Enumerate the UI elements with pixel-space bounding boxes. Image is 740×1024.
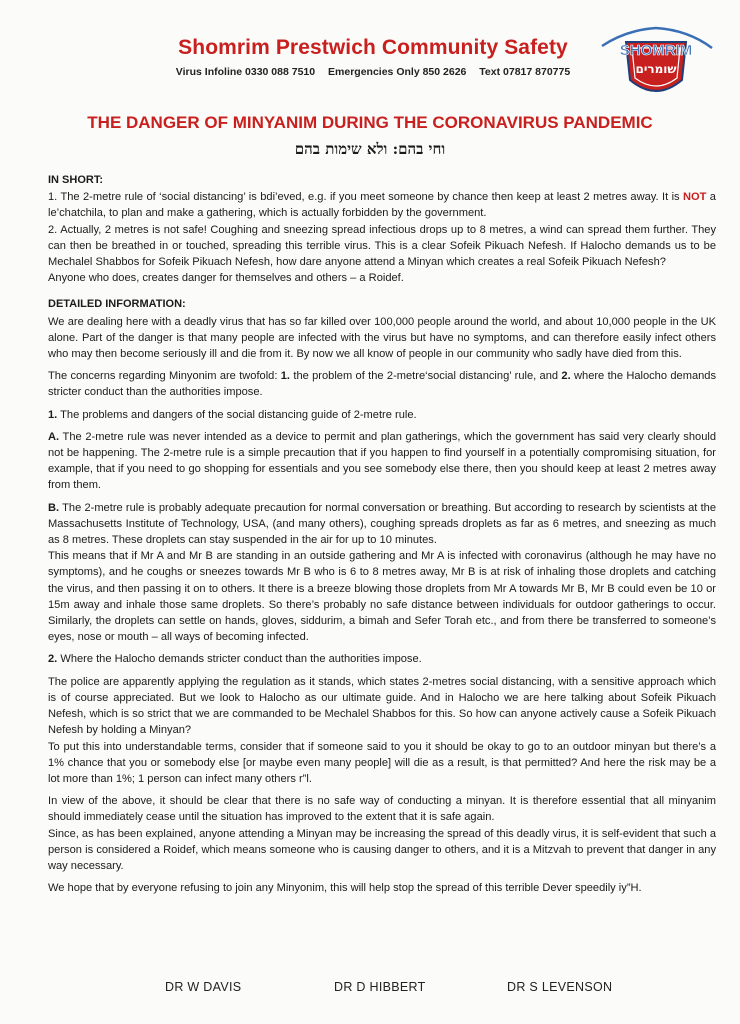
text-number: Text 07817 870775 xyxy=(479,66,571,78)
in-short-point-1-b: a le’chatchila, to plan and make a gathering, which is actually forbidden by the government. xyxy=(48,191,716,220)
p2-num-1: 1. xyxy=(280,370,291,383)
section-1-title xyxy=(48,407,716,423)
detailed-heading: DETAILED INFORMATION: xyxy=(48,298,186,311)
p2-a: The concerns regarding Minyonim are twofold: xyxy=(48,370,281,383)
not-emphasis: NOT xyxy=(682,191,707,204)
in-short-point-2: 2. Actually, 2 metres is not safe! Coughing and sneezing spread infectious drops up to 8 metres, a wind can spread them further. They can then be breathed in or touched, spreading this terrible virus. This is a clear Sofeik Pikuach Nefesh. If Halocho demands us to be Mechalel Shabbos for Sofeik Pikuach Nefesh, how dare anyone attend a Minyan which creates a real Sofeik Pikuach Nefesh? xyxy=(48,223,716,269)
detailed-paragraph-2 xyxy=(48,368,716,400)
document-title: THE DANGER OF MINYANIM DURING THE CORONAVIRUS PANDEMIC xyxy=(87,113,653,132)
p2-b: the problem of the 2-metre‘social distancing’ rule, and xyxy=(290,370,562,383)
detailed-paragraph-6: Since, as has been explained, anyone attending a Minyan may be increasing the spread of this deadly virus, it is self-evident that such a person is considered a Roidef, which means someone who is causing danger to others, and it is a Mitzvah to prevent that danger in any way necessary. xyxy=(48,827,716,872)
in-short-point-1-a: 1. The 2-metre rule of ‘social distancing’ is bdi’eved, e.g. if you meet someone by chance then keep at least 2 metres away. It is xyxy=(48,191,683,204)
section-2-number: 2. xyxy=(48,653,58,666)
point-a xyxy=(48,429,716,494)
shomrim-shield-logo xyxy=(596,22,716,104)
point-b-continued: This means that if Mr A and Mr B are standing in an outside gathering and Mr A is infected with coronavirus (although he may have no symptoms), and he coughs or sneezes towards Mr B who is 6 to 8 metres away, Mr B is at risk of inhaling those droplets and catching the virus, and then passing it on to others. It there is a breeze blowing those droplets from Mr A towards Mr B, Mr B could even be 10 or 15m away and inhale those same droplets. So there’s probably no safe distance between individuals for outdoor gatherings to occur. Similarly, the droplets can settle on hands, gloves, siddurim, a bimah and Sefer Torah etc., and from there be transferred to someone’s eyes, nose or mouth – all ways of becoming infected. xyxy=(48,550,716,644)
logo-text-hebrew: שומרים xyxy=(635,62,677,76)
signatory-1: DR W DAVIS xyxy=(165,980,242,994)
section-2-title xyxy=(48,651,716,667)
point-a-label: A. xyxy=(48,430,60,443)
in-short-heading: IN SHORT: xyxy=(48,174,103,186)
point-b-label: B. xyxy=(48,501,60,514)
organization-title: Shomrim Prestwich Community Safety xyxy=(178,36,568,59)
section-2-text: Where the Halocho demands stricter conduct than the authorities impose. xyxy=(57,653,422,666)
point-b-text: The 2-metre rule is probably adequate precaution for normal conversation or breathing. But according to research by scientists at the Massachusetts Institute of Technology, USA, (and many others), coughing spreads droplets as far as 6 metres, and sneezing as much as 8 metres. These droplets can stay suspended in the air for up to 10 minutes. xyxy=(48,501,716,547)
detailed-paragraph-4: To put this into understandable terms, consider that if someone said to you it should be okay to go to an outdoor minyan but there’s a 1% chance that you or somebody else [or maybe even many people] will die as a result, is that permitted? And here the risk may be a lot more than 1%; 1 person can infect many others r”l. xyxy=(48,740,716,785)
point-a-text: The 2-metre rule was never intended as a device to permit and plan gatherings, which the government has said very clearly should not be happening. The 2-metre rule is a simple precaution that if you happen to find yourself in a potentially compromising situation, for example, that if you need to go shopping for essentials and you see somebody else there, then you should keep at least 2 metres away from them. xyxy=(48,430,716,492)
logo-text-latin: SHOMRIM xyxy=(619,42,693,59)
detailed-paragraph-3: The police are apparently applying the regulation as it stands, which states 2-metres social distancing, with a sensitive approach which is of course appreciated. But we look to Halocho as our ultimate guide. And in Halocho we are here talking about Sofeik Pikuach Nefesh, which is so strict that we are commanded to be Mechalel Shabbos for this. So how can anyone actively cause a Sofeik Pikuach Nefesh by holding a Minyan? xyxy=(48,675,716,737)
detailed-paragraph-1: We are dealing here with a deadly virus that has so far killed over 100,000 people around the world, and about 10,000 people in the UK alone. Part of the danger is that many people are infected with the virus but have no symptoms, and can therefore easily infect others who may then become seriously ill and die from it. By now we all know of people in our community who sadly have died from this. xyxy=(48,315,716,361)
detailed-paragraph-5: In view of the above, it should be clear that there is no safe way of conducting a minyan. It is therefore essential that all minyanim should immediately cease until the situation has improved to the extent that it is safe again. xyxy=(48,795,716,824)
section-1-number: 1. xyxy=(48,408,58,421)
in-short-point-3: Anyone who does, creates danger for themselves and others – a Roidef. xyxy=(48,272,404,285)
detailed-paragraph-7: We hope that by everyone refusing to join any Minyonim, this will help stop the spread of this terrible Dever speedily iy”H. xyxy=(48,882,642,895)
emergency-number: Emergencies Only 850 2626 xyxy=(328,66,467,78)
signatory-3: DR S LEVENSON xyxy=(507,980,613,994)
p2-c: where the Halocho demands stricter conduct than the authorities impose. xyxy=(48,370,717,399)
section-1-text: The problems and dangers of the social distancing guide of 2-metre rule. xyxy=(57,408,417,421)
signatory-2: DR D HIBBERT xyxy=(334,980,426,994)
document-body xyxy=(48,172,716,896)
in-short-point-1 xyxy=(48,189,716,221)
hebrew-verse: וחי בהם: ולא שימות בהם xyxy=(294,140,446,158)
p2-num-2: 2. xyxy=(561,370,571,383)
virus-infoline: Virus Infoline 0330 088 7510 xyxy=(175,66,316,78)
point-b xyxy=(48,500,716,549)
